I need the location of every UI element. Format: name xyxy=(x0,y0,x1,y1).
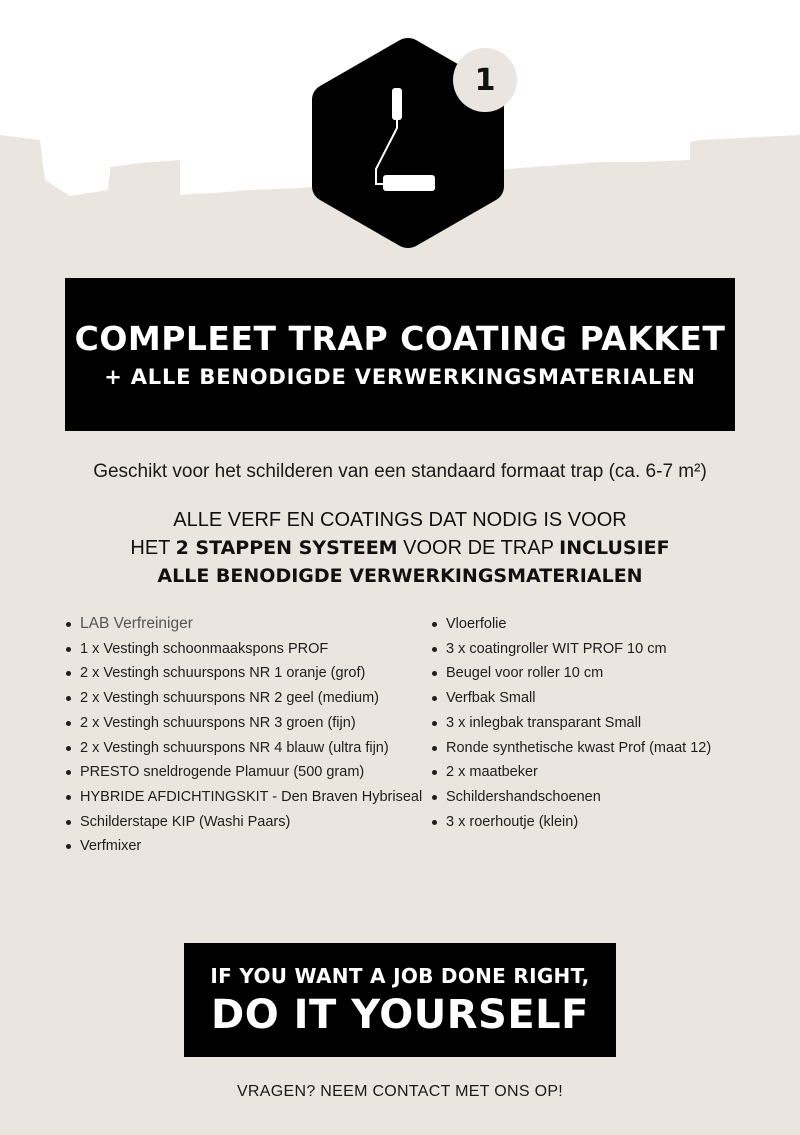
list-item: Schilderstape KIP (Washi Paars) xyxy=(64,810,422,835)
list-item: Beugel voor roller 10 cm xyxy=(430,661,711,686)
list-item: 2 x Vestingh schuurspons NR 2 geel (medium) xyxy=(64,686,422,711)
title-banner xyxy=(65,278,735,431)
list-item: 2 x Vestingh schuurspons NR 4 blauw (ultra fijn) xyxy=(64,736,422,761)
step-number-badge: 1 xyxy=(453,48,517,112)
motto-line-1: IF YOU WANT A JOB DONE RIGHT, xyxy=(210,964,590,988)
list-item: 2 x Vestingh schuurspons NR 1 oranje (grof) xyxy=(64,661,422,686)
list-item: 3 x inlegbak transparant Small xyxy=(430,711,711,736)
contents-list-left xyxy=(64,612,422,859)
list-item: Schildershandschoenen xyxy=(430,785,711,810)
list-item: 3 x coatingroller WIT PROF 10 cm xyxy=(430,637,711,662)
headline-text: HET xyxy=(130,537,176,559)
headline-emphasis: ALLE BENODIGDE VERWERKINGSMATERIALEN xyxy=(157,565,643,587)
headline-emphasis: INCLUSIEF xyxy=(559,537,670,559)
motto-line-2: DO IT YOURSELF xyxy=(211,992,589,1038)
step-badge xyxy=(300,36,540,251)
list-item: Verfbak Small xyxy=(430,686,711,711)
list-item: Vloerfolie xyxy=(430,612,711,637)
headline-line-3 xyxy=(0,562,800,590)
list-item: HYBRIDE AFDICHTINGSKIT - Den Braven Hybriseal xyxy=(64,785,422,810)
list-item: PRESTO sneldrogende Plamuur (500 gram) xyxy=(64,760,422,785)
list-item: 1 x Vestingh schoonmaakspons PROF xyxy=(64,637,422,662)
list-item: 2 x maatbeker xyxy=(430,760,711,785)
contact-prompt: VRAGEN? NEEM CONTACT MET ONS OP! xyxy=(236,1083,564,1100)
suitability-text: Geschikt voor het schilderen van een standaard formaat trap (ca. 6-7 m²) xyxy=(93,461,707,482)
list-item: Ronde synthetische kwast Prof (maat 12) xyxy=(430,736,711,761)
headline-line-1: ALLE VERF EN COATINGS DAT NODIG IS VOOR xyxy=(173,509,627,531)
motto-banner xyxy=(184,943,616,1057)
headline-emphasis: 2 STAPPEN SYSTEEM xyxy=(175,537,398,559)
list-item: 2 x Vestingh schuurspons NR 3 groen (fijn) xyxy=(64,711,422,736)
page-subtitle: + ALLE BENODIGDE VERWERKINGSMATERIALEN xyxy=(104,364,696,389)
page-title: COMPLEET TRAP COATING PAKKET xyxy=(74,318,726,358)
list-item: Verfmixer xyxy=(64,834,422,859)
headline-line-2 xyxy=(0,534,800,562)
list-item: 3 x roerhoutje (klein) xyxy=(430,810,711,835)
package-headline xyxy=(0,506,800,590)
list-item: LAB Verfreiniger xyxy=(64,612,422,637)
contents-list-right xyxy=(430,612,711,834)
headline-text: VOOR DE TRAP xyxy=(397,537,560,559)
